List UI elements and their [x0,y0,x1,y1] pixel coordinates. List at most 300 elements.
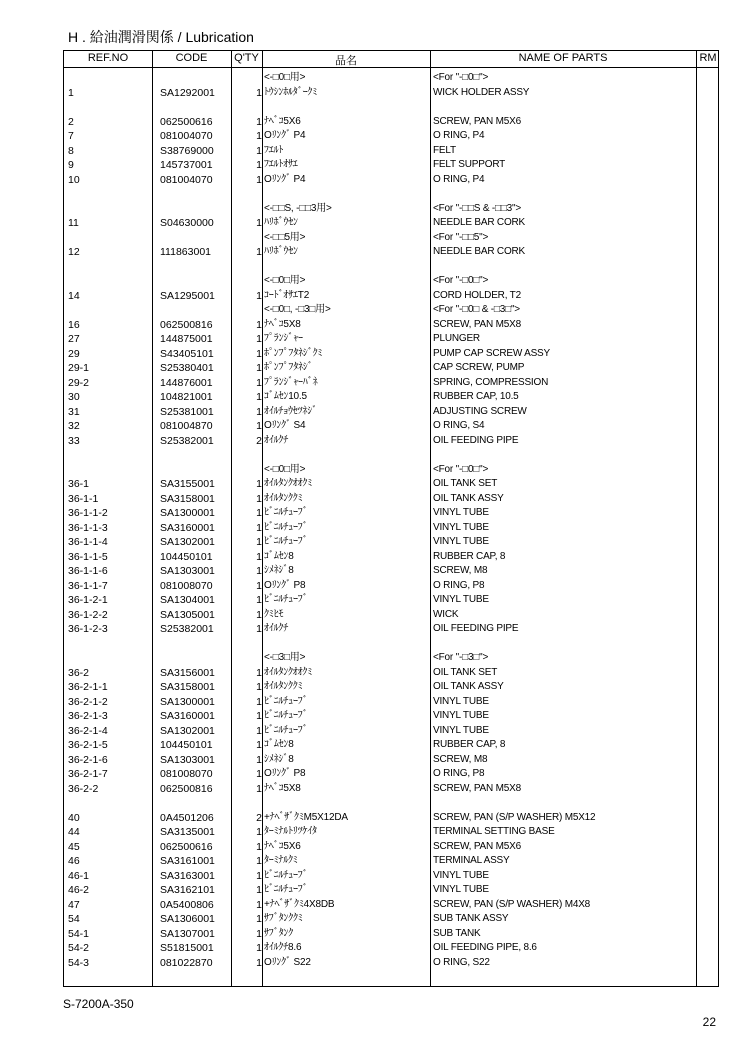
jp-name-cell: ｼﾒﾈｼﾞ8 [264,753,294,765]
qty-cell: 1 [256,173,262,186]
jp-name-cell: ﾋﾞﾆﾙﾁｭｰﾌﾞ [264,869,308,881]
ref-cell: 30 [68,391,80,403]
qty-cell: 1 [256,347,262,360]
jp-name-cell: Oﾘﾝｸﾞ P4 [264,130,306,141]
qty-cell: 1 [256,782,262,795]
part-name-cell: <For "-□0□"> [433,463,489,475]
table-row [64,753,718,768]
table-row [64,579,718,594]
code-cell: SA3135001 [160,826,215,838]
table-row [64,303,718,318]
part-name-cell: CAP SCREW, PUMP [433,362,525,373]
table-row [64,463,718,478]
table-row [64,347,718,362]
ref-cell: 27 [68,333,80,345]
table-row [64,115,718,130]
table-row [64,274,718,289]
part-name-cell: NEEDLE BAR CORK [433,246,526,257]
qty-cell: 1 [256,666,262,679]
code-cell: S51815001 [160,942,214,954]
part-name-cell: TERMINAL SETTING BASE [433,826,555,837]
table-row [64,941,718,956]
jp-name-cell: ｸﾐﾋﾓ [264,608,284,620]
qty-cell: 1 [256,492,262,505]
jp-name-cell: ﾀｰﾐﾅﾙﾄﾘﾂｹｲﾀ [264,826,317,837]
col-jp-header: 品名 [335,55,357,67]
ref-cell: 2 [68,115,74,128]
code-cell: S25381001 [160,405,214,418]
code-cell: 062500816 [160,318,213,331]
qty-cell: 1 [256,884,262,896]
part-name-cell: OIL FEEDING PIPE [433,434,519,446]
ref-cell: 32 [68,420,80,432]
table-row [64,825,718,840]
table-row [64,216,718,231]
part-name-cell: <For "-□0□"> [433,275,489,286]
qty-cell: 1 [256,391,262,403]
qty-cell: 1 [256,420,262,432]
model-number: S-7200A-350 [63,997,134,1011]
ref-cell: 54-2 [68,942,90,954]
code-cell: SA3160001 [160,710,215,722]
qty-cell: 1 [256,159,262,171]
qty-cell: 1 [256,246,262,258]
code-cell: SA3160001 [160,521,215,534]
table-row [64,448,718,463]
table-row [64,782,718,797]
table-row [64,361,718,376]
table-row [64,144,718,159]
ref-cell: 54-1 [68,927,90,940]
qty-cell: 1 [256,521,262,534]
part-name-cell: SPRING, COMPRESSION [433,376,549,388]
ref-cell: 29-1 [68,362,90,374]
qty-cell: 1 [256,623,262,635]
table-row [64,738,718,753]
qty-cell: 1 [256,695,262,708]
part-name-cell: O RING, S22 [433,956,490,968]
table-row [64,608,718,623]
code-cell: S43405101 [160,347,214,360]
ref-cell: 36-1-1-7 [68,579,108,592]
ref-cell: 33 [68,434,80,447]
parts-table [63,50,719,987]
table-row [64,187,718,202]
table-row [64,593,718,608]
table-row [64,231,718,246]
code-cell: 062500616 [160,115,213,128]
jp-name-cell: ｺﾞﾑｾﾝ8 [264,739,294,750]
part-name-cell: VINYL TUBE [433,869,489,881]
qty-cell: 1 [256,913,262,925]
code-cell: S25382001 [160,434,214,447]
table-row [64,695,718,710]
qty-cell: 1 [256,594,262,606]
jp-name-cell: ﾌｴﾙﾄ [264,144,284,156]
ref-cell: 36-1-1-2 [68,507,108,519]
ref-cell: 46-2 [68,884,90,896]
code-cell: 104821001 [160,391,213,403]
ref-cell: 8 [68,144,74,157]
table-row [64,651,718,666]
jp-name-cell: ｻﾌﾞﾀﾝｸ [264,927,294,939]
code-cell: 062500816 [160,782,213,795]
jp-name-cell: ｵｲﾙｸﾁ [264,623,289,634]
jp-name-cell: ｺﾞﾑｾﾝ10.5 [264,391,307,402]
jp-name-cell: ﾌｴﾙﾄｵｻｴ [264,159,298,170]
table-row [64,260,718,275]
code-cell: 062500616 [160,840,213,853]
jp-name-cell: ﾎﾟﾝﾌﾟﾌﾀﾈｼﾞ [264,362,313,373]
col-rm-header: RM [699,52,717,64]
jp-name-cell: ﾋﾞﾆﾙﾁｭｰﾌﾞ [264,695,308,707]
part-name-cell: <For "-□3□"> [433,652,489,663]
table-row [64,390,718,405]
code-cell: 104450101 [160,550,213,563]
jp-name-cell: ｵｲﾙﾀﾝｸｵｵｸﾐ [264,478,313,489]
ref-cell: 9 [68,159,74,171]
ref-cell: 36-2-1-4 [68,724,108,737]
part-name-cell: O RING, P4 [433,130,485,141]
part-name-cell: <For "-□0□ & -□3□"> [433,304,520,315]
jp-name-cell: ﾋﾞﾆﾙﾁｭｰﾌﾞ [264,521,308,533]
table-row [64,100,718,115]
code-cell: SA3158001 [160,492,215,505]
part-name-cell: SCREW, PAN M5X6 [433,115,521,127]
ref-cell: 36-2-1-2 [68,695,108,708]
jp-name-cell: ﾌﾟﾗﾝｼﾞｬｰ [264,333,303,344]
jp-name-cell: ﾅﾍﾞｺ5X8 [264,318,301,330]
part-name-cell: FELT SUPPORT [433,159,506,170]
jp-name-cell: <-□□S, -□□3用> [264,202,332,214]
code-cell: SA3161001 [160,855,215,867]
ref-cell: 36-2-1-6 [68,753,108,766]
part-name-cell: O RING, P8 [433,579,485,591]
part-name-cell: ADJUSTING SCREW [433,405,527,417]
table-row [64,869,718,884]
part-name-cell: WICK HOLDER ASSY [433,86,530,98]
ref-cell: 46 [68,855,80,867]
table-row [64,521,718,536]
jp-name-cell: +ﾅﾍﾞｻﾞｸﾐM5X12DA [264,811,348,823]
ref-cell: 36-2-1-3 [68,710,108,722]
qty-cell: 1 [256,478,262,490]
jp-name-cell: ｵｲﾙｸﾁ8.6 [264,942,302,953]
table-row [64,796,718,811]
qty-cell: 2 [256,811,262,824]
part-name-cell: VINYL TUBE [433,521,489,533]
table-row [64,376,718,391]
jp-name-cell: ﾊﾘﾎﾞｳｾﾝ [264,246,298,257]
code-cell: SA3155001 [160,478,215,490]
part-name-cell: TERMINAL ASSY [433,855,510,866]
col-code-header: CODE [175,52,208,64]
ref-cell: 36-1-2-3 [68,623,108,635]
table-row [64,245,718,260]
page-title: H . 給油潤滑関係 / Lubrication [68,29,254,45]
qty-cell: 1 [256,115,262,128]
part-name-cell: SCREW, M8 [433,753,488,765]
qty-cell: 1 [256,405,262,418]
code-cell: 081004070 [160,130,213,142]
qty-cell: 1 [256,753,262,766]
part-name-cell: PUMP CAP SCREW ASSY [433,347,550,359]
code-cell: SA1295001 [160,289,215,302]
qty-cell: 1 [256,565,262,577]
table-row [64,492,718,507]
jp-name-cell: ｵｲﾙﾁｮｳｾﾂﾈｼﾞ [264,405,318,417]
code-cell: 081004070 [160,173,213,186]
part-name-cell: OIL TANK ASSY [433,492,504,504]
code-cell: SA1303001 [160,565,215,577]
code-cell: 0A5400806 [160,898,214,911]
jp-name-cell: Oﾘﾝｸﾞ P8 [264,579,306,591]
qty-cell: 2 [256,434,262,447]
part-name-cell: VINYL TUBE [433,536,489,547]
jp-name-cell: <-□0□, -□3□用> [264,304,331,315]
jp-name-cell: Oﾘﾝｸﾞ S22 [264,956,311,968]
code-cell: SA1302001 [160,536,215,548]
part-name-cell: OIL FEEDING PIPE, 8.6 [433,942,537,953]
part-name-cell: OIL TANK SET [433,478,498,489]
jp-name-cell: ｼﾒﾈｼﾞ8 [264,565,294,576]
qty-cell: 1 [256,579,262,592]
table-row [64,318,718,333]
qty-cell: 1 [256,144,262,157]
jp-name-cell: ﾎﾟﾝﾌﾟﾌﾀﾈｼﾞｸﾐ [264,347,323,359]
qty-cell: 1 [256,724,262,737]
ref-cell: 44 [68,826,80,838]
jp-name-cell: ﾋﾞﾆﾙﾁｭｰﾌﾞ [264,507,308,518]
jp-name-cell: Oﾘﾝｸﾞ P4 [264,173,306,185]
ref-cell: 36-1-1-4 [68,536,108,548]
table-row [64,927,718,942]
jp-name-cell: ﾅﾍﾞｺ5X6 [264,840,301,852]
code-cell: SA1300001 [160,507,215,519]
part-name-cell: SUB TANK [433,927,481,939]
ref-cell: 36-2 [68,666,90,679]
ref-cell: 29 [68,347,80,360]
ref-cell: 36-2-1-7 [68,768,108,780]
qty-cell: 1 [256,550,262,563]
table-row [64,158,718,173]
code-cell: SA1302001 [160,724,215,737]
qty-cell: 1 [256,608,262,621]
table-row [64,811,718,826]
part-name-cell: <For "-□0□"> [433,72,489,83]
part-name-cell: SUB TANK ASSY [433,913,509,924]
code-cell: SA1303001 [160,753,215,766]
code-cell: SA1292001 [160,86,215,99]
page-number: 22 [702,1015,716,1029]
jp-name-cell: ﾋﾞﾆﾙﾁｭｰﾌﾞ [264,536,308,547]
jp-name-cell: <-□0□用> [264,72,306,83]
ref-cell: 10 [68,173,80,186]
table-row [64,535,718,550]
code-cell: 145737001 [160,159,213,171]
table-row [64,956,718,971]
table-row [64,680,718,695]
part-name-cell: SCREW, PAN (S/P WASHER) M4X8 [433,898,591,910]
code-cell: SA1306001 [160,913,215,925]
code-cell: SA3156001 [160,666,215,679]
code-cell: 081008070 [160,768,213,780]
qty-cell: 1 [256,768,262,780]
part-name-cell: OIL TANK ASSY [433,681,504,692]
part-name-cell: OIL FEEDING PIPE [433,623,519,634]
qty-cell: 1 [256,956,262,969]
jp-name-cell: ﾌﾟﾗﾝｼﾞｬｰﾊﾞﾈ [264,376,318,388]
part-name-cell: RUBBER CAP, 8 [433,739,506,750]
part-name-cell: RUBBER CAP, 8 [433,550,506,562]
code-cell: 144876001 [160,376,213,389]
ref-cell: 36-2-1-1 [68,681,108,693]
jp-name-cell: Oﾘﾝｸﾞ P8 [264,768,306,779]
col-name-header: NAME OF PARTS [518,52,608,64]
jp-name-cell: ﾅﾍﾞｺ5X6 [264,115,301,127]
qty-cell: 1 [256,942,262,954]
qty-cell: 1 [256,289,262,302]
ref-cell: 31 [68,405,80,418]
ref-cell: 45 [68,840,80,853]
ref-cell: 40 [68,811,80,824]
jp-name-cell: ｺﾞﾑｾﾝ8 [264,550,294,562]
ref-cell: 36-1-2-2 [68,608,108,621]
jp-name-cell: ﾋﾞﾆﾙﾁｭｰﾌﾞ [264,710,308,721]
table-row [64,289,718,304]
table-header [64,51,718,68]
jp-name-cell: ｺｰﾄﾞｵｻｴT2 [264,289,310,301]
jp-name-cell: ﾅﾍﾞｺ5X8 [264,782,301,794]
jp-name-cell: ﾊﾘﾎﾞｳｾﾝ [264,217,298,228]
ref-cell: 46-1 [68,869,90,882]
part-name-cell: SCREW, PAN (S/P WASHER) M5X12 [433,811,596,823]
ref-cell: 36-1-1 [68,492,99,505]
jp-name-cell: <-□0□用> [264,463,306,475]
code-cell: 081004870 [160,420,213,432]
table-row [64,622,718,637]
table-row [64,854,718,869]
code-cell: SA3162101 [160,884,215,896]
jp-name-cell: ｵｲﾙﾀﾝｸｵｵｸﾐ [264,666,313,678]
part-name-cell: SCREW, PAN M5X6 [433,840,521,852]
table-row [64,71,718,86]
qty-cell: 1 [256,681,262,693]
qty-cell: 1 [256,869,262,882]
part-name-cell: O RING, P8 [433,768,485,779]
part-name-cell: SCREW, M8 [433,565,488,576]
part-name-cell: VINYL TUBE [433,507,489,518]
qty-cell: 1 [256,536,262,548]
code-cell: S38769000 [160,144,214,157]
jp-name-cell: ｵｲﾙｸﾁ [264,434,289,446]
part-name-cell: <For "-□□S & -□□3"> [433,202,522,214]
part-name-cell: CORD HOLDER, T2 [433,289,521,301]
part-name-cell: VINYL TUBE [433,710,489,721]
part-name-cell: VINYL TUBE [433,594,489,605]
code-cell: S04630000 [160,217,214,229]
jp-name-cell: ｻﾌﾞﾀﾝｸｸﾐ [264,913,303,924]
ref-cell: 36-2-1-5 [68,739,108,751]
qty-cell: 1 [256,710,262,722]
jp-name-cell: ﾋﾞﾆﾙﾁｭｰﾌﾞ [264,594,308,605]
part-name-cell: VINYL TUBE [433,695,489,707]
table-row [64,564,718,579]
qty-cell: 1 [256,840,262,853]
qty-cell: 1 [256,927,262,940]
table-row [64,477,718,492]
part-name-cell: SCREW, PAN M5X8 [433,318,521,330]
ref-cell: 16 [68,318,80,331]
qty-cell: 1 [256,507,262,519]
jp-name-cell: +ﾅﾍﾞｻﾞｸﾐ4X8DB [264,898,335,910]
qty-cell: 1 [256,376,262,389]
qty-cell: 1 [256,362,262,374]
part-name-cell: RUBBER CAP, 10.5 [433,391,519,402]
ref-cell: 7 [68,130,74,142]
code-cell: SA1300001 [160,695,215,708]
table-row [64,129,718,144]
ref-cell: 36-2-2 [68,782,99,795]
table-row [64,86,718,101]
table-row [64,202,718,217]
table-row [64,637,718,652]
part-name-cell: FELT [433,144,456,156]
ref-cell: 47 [68,898,80,911]
table-row [64,434,718,449]
code-cell: 0A4501206 [160,811,214,824]
part-name-cell: VINYL TUBE [433,724,489,736]
qty-cell: 1 [256,130,262,142]
code-cell: SA1307001 [160,927,215,940]
table-row [64,767,718,782]
table-row [64,550,718,565]
jp-name-cell: ﾋﾞﾆﾙﾁｭｰﾌﾞ [264,724,308,736]
col-ref-header: REF.NO [87,52,129,64]
table-row [64,173,718,188]
jp-name-cell: <-□□5用> [264,231,306,243]
table-row [64,912,718,927]
table-row [64,724,718,739]
code-cell: 144875001 [160,333,213,345]
ref-cell: 36-1-1-3 [68,521,108,534]
jp-name-cell: ﾋﾞﾆﾙﾁｭｰﾌﾞ [264,884,308,895]
table-row [64,898,718,913]
jp-name-cell: <-□0□用> [264,275,306,286]
code-cell: S25380401 [160,362,214,374]
ref-cell: 14 [68,289,80,302]
part-name-cell: WICK [433,608,459,620]
qty-cell: 1 [256,826,262,838]
ref-cell: 12 [68,246,80,258]
table-row [64,666,718,681]
code-cell: 104450101 [160,739,213,751]
ref-cell: 36-1 [68,478,90,490]
jp-name-cell: Oﾘﾝｸﾞ S4 [264,420,306,431]
qty-cell: 1 [256,318,262,331]
part-name-cell: VINYL TUBE [433,884,489,895]
table-row [64,506,718,521]
ref-cell: 36-1-1-6 [68,565,108,577]
code-cell: 111863001 [160,246,211,258]
code-cell: SA1305001 [160,608,215,621]
part-name-cell: <For "-□□5"> [433,231,489,243]
qty-cell: 1 [256,898,262,911]
ref-cell: 54-3 [68,956,90,969]
part-name-cell: O RING, S4 [433,420,485,431]
part-name-cell: NEEDLE BAR CORK [433,217,526,228]
code-cell: 081022870 [160,956,213,969]
